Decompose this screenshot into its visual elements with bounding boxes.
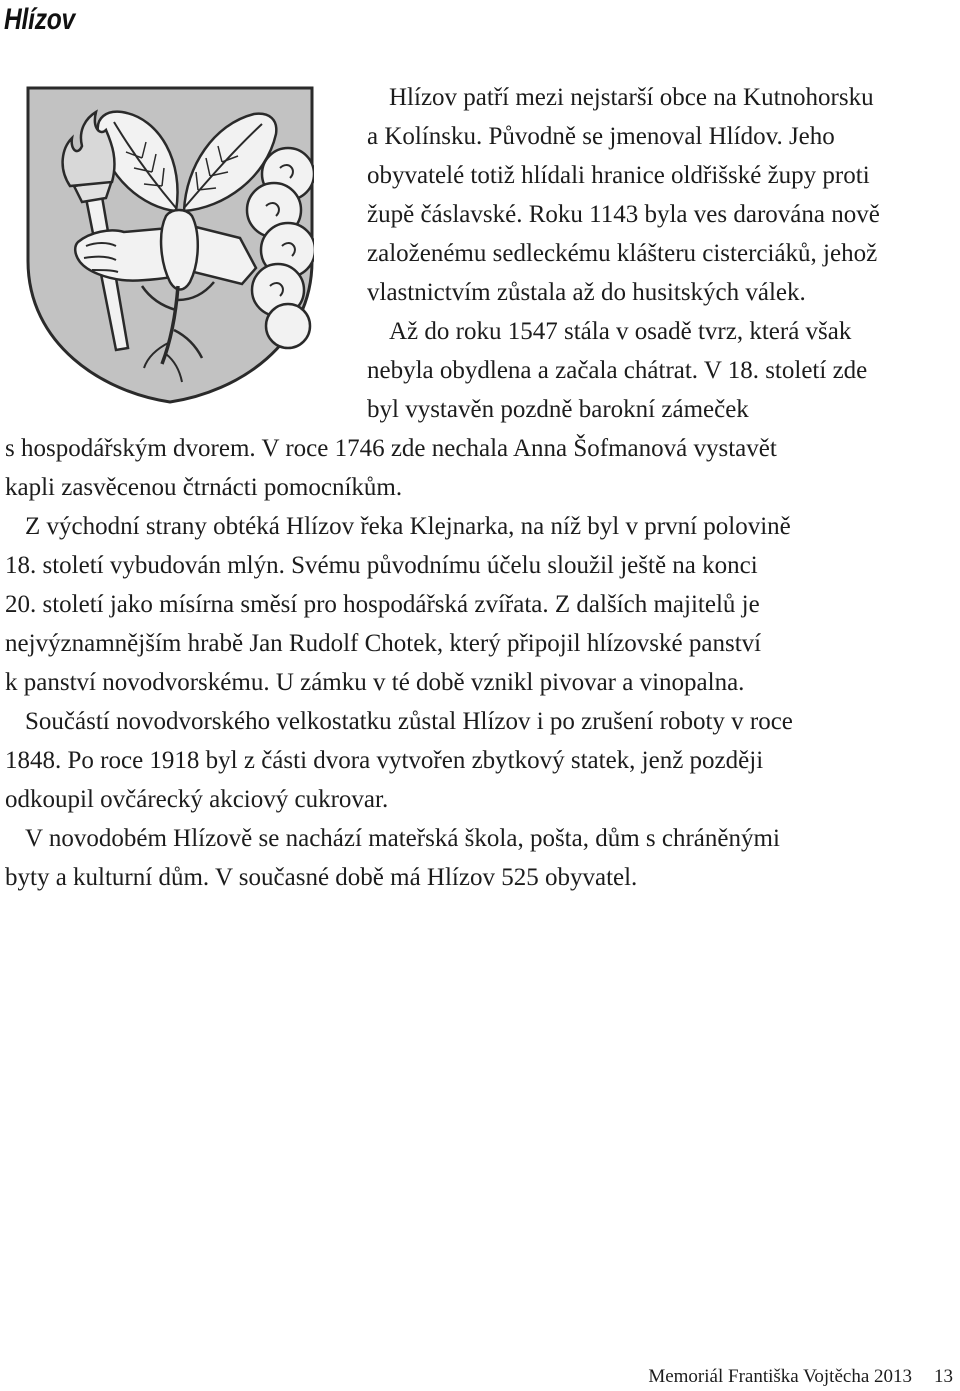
coat-of-arms-image — [26, 86, 314, 404]
page-footer — [648, 1366, 953, 1388]
text-line: 20. století jako mísírna směsí pro hospodářská zvířata. Z dalších majitelů je — [5, 591, 760, 618]
publication-name: Memoriál Františka Vojtěcha 2013 — [648, 1366, 912, 1387]
text-line: Součástí novodvorského velkostatku zůstal Hlízov i po zrušení roboty v roce — [25, 708, 793, 735]
text-line: 18. století vybudován mlýn. Svému původnímu účelu sloužil ještě na konci — [5, 552, 758, 579]
text-line: Z východní strany obtéká Hlízov řeka Klejnarka, na níž byl v první polovině — [25, 513, 791, 540]
text-line: založenému sedleckému klášteru cisterciáků, jehož — [367, 240, 878, 267]
text-line: Hlízov patří mezi nejstarší obce na Kutnohorsku — [389, 84, 874, 111]
text-line: Až do roku 1547 stála v osadě tvrz, která však — [389, 318, 852, 345]
page-title: Hlízov — [4, 3, 75, 36]
text-line: k panství novodvorskému. U zámku v té době vznikl pivovar a vinopalna. — [5, 669, 745, 696]
text-line: 1848. Po roce 1918 byl z části dvora vytvořen zbytkový statek, jenž později — [5, 747, 764, 774]
text-line: a Kolínsku. Původně se jmenoval Hlídov. Jeho — [367, 123, 835, 150]
text-line: vlastnictvím zůstala až do husitských válek. — [367, 279, 806, 306]
text-line: kapli zasvěcenou čtrnácti pomocníkům. — [5, 474, 403, 501]
text-line: odkoupil ovčárecký akciový cukrovar. — [5, 786, 389, 813]
text-line: V novodobém Hlízově se nachází mateřská škola, pošta, dům s chráněnými — [25, 825, 780, 852]
text-line: byl vystavěn pozdně barokní zámeček — [367, 396, 749, 423]
text-line: župě čáslavské. Roku 1143 byla ves darována nově — [367, 201, 880, 228]
text-line: s hospodářským dvorem. V roce 1746 zde nechala Anna Šofmanová vystavět — [5, 435, 777, 462]
page-number: 13 — [934, 1366, 953, 1387]
text-line: byty a kulturní dům. V současné době má Hlízov 525 obyvatel. — [5, 864, 638, 891]
text-line: nebyla obydlena a začala chátrat. V 18. století zde — [367, 357, 868, 384]
text-line: nejvýznamnějším hrabě Jan Rudolf Chotek, který připojil hlízovské panství — [5, 630, 762, 657]
text-line: obyvatelé totiž hlídali hranice oldřišské župy proti — [367, 162, 870, 189]
